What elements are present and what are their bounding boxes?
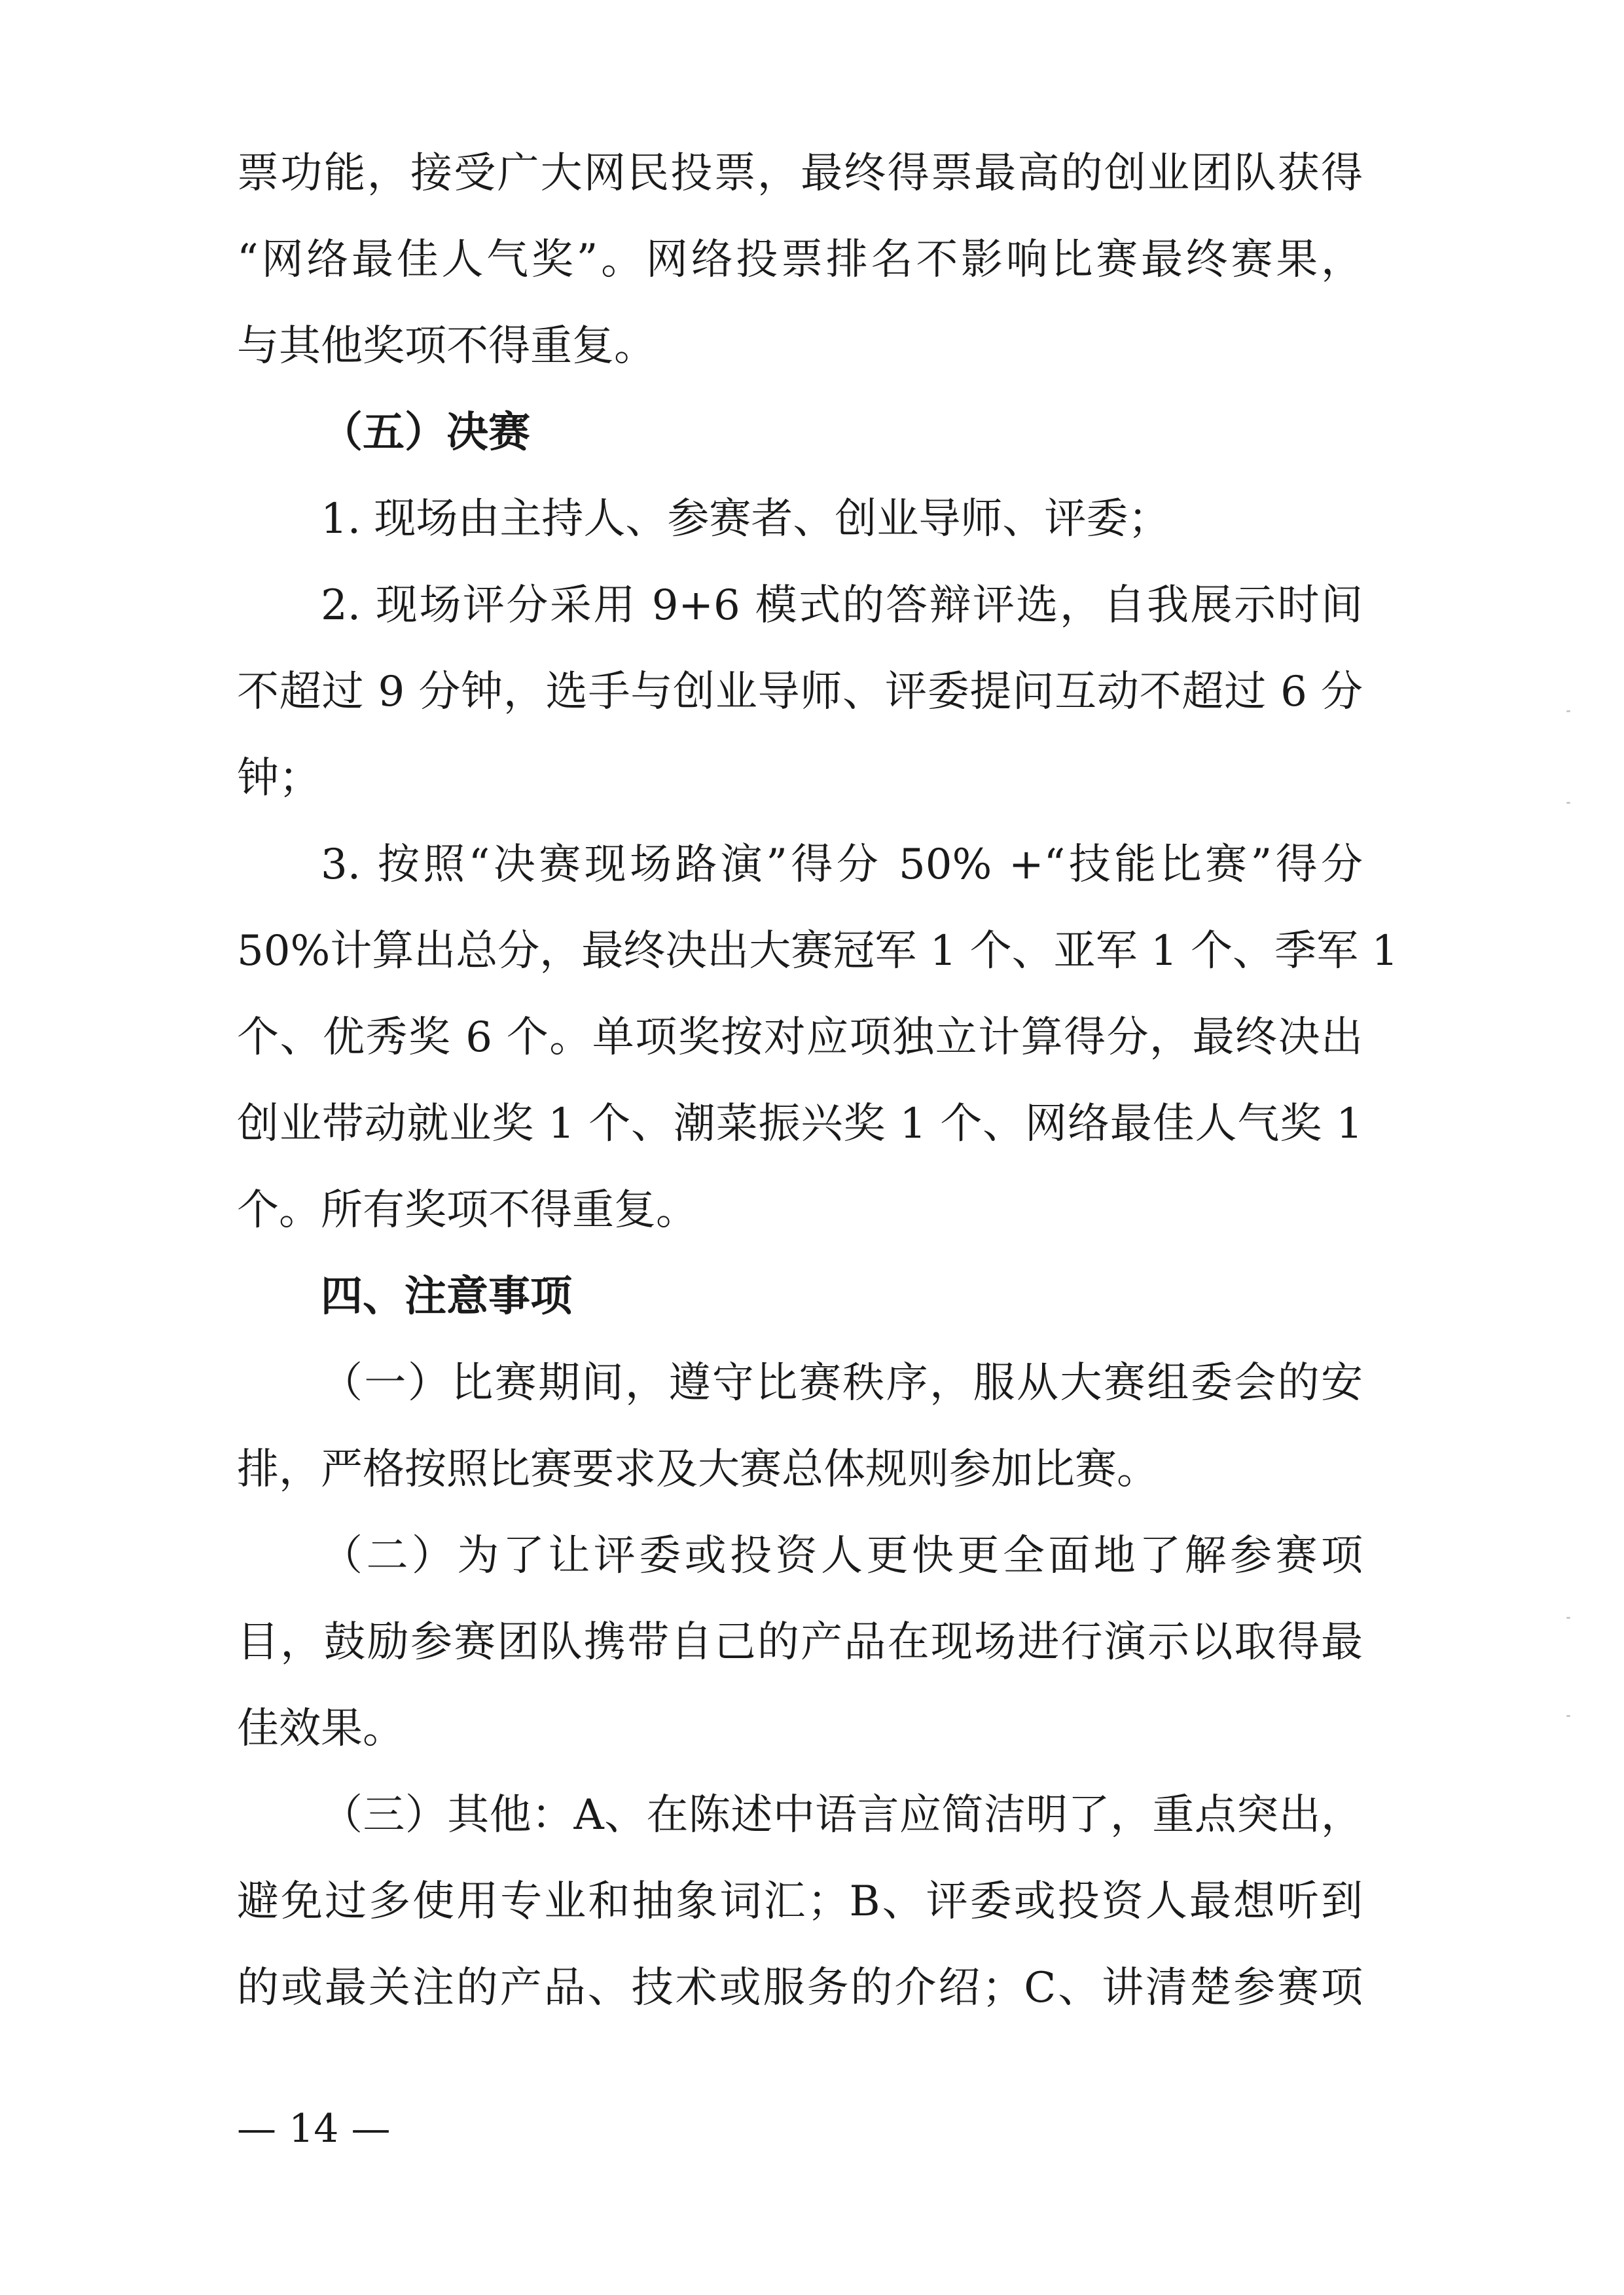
body-line: 与其他奖项不得重复。 bbox=[237, 322, 656, 370]
list-item: 3. 按照“决赛现场路演”得分 50% +“技能比赛”得分 bbox=[321, 840, 1363, 889]
scan-speck bbox=[1566, 1715, 1570, 1717]
section-heading: （五）决赛 bbox=[321, 408, 530, 457]
body-line: 钟； bbox=[237, 754, 321, 803]
list-item: 2. 现场评分采用 9+6 模式的答辩评选，自我展示时间 bbox=[321, 581, 1363, 630]
body-line: 不超过 9 分钟，选手与创业导师、评委提问互动不超过 6 分 bbox=[237, 668, 1363, 716]
body-line: 票功能，接受广大网民投票，最终得票最高的创业团队获得 bbox=[237, 149, 1363, 198]
list-item: 1. 现场由主持人、参赛者、创业导师、评委； bbox=[321, 495, 1170, 543]
body-line: 个、优秀奖 6 个。单项奖按对应项独立计算得分，最终决出 bbox=[237, 1013, 1363, 1062]
body-line: 目，鼓励参赛团队携带自己的产品在现场进行演示以取得最 bbox=[237, 1618, 1363, 1667]
body-line: 个。所有奖项不得重复。 bbox=[237, 1186, 698, 1235]
page-number: — 14 — bbox=[237, 2106, 391, 2152]
body-line: “网络最佳人气奖”。网络投票排名不影响比赛最终赛果， bbox=[237, 236, 1363, 284]
list-item: （一）比赛期间，遵守比赛秩序，服从大赛组委会的安 bbox=[321, 1359, 1363, 1407]
body-line: 创业带动就业奖 1 个、潮菜振兴奖 1 个、网络最佳人气奖 1 bbox=[237, 1100, 1363, 1148]
body-line: 50%计算出总分，最终决出大赛冠军 1 个、亚军 1 个、季军 1 bbox=[237, 927, 1399, 975]
section-heading: 四、注意事项 bbox=[321, 1272, 572, 1321]
body-line: 避免过多使用专业和抽象词汇；B、评委或投资人最想听到 bbox=[237, 1877, 1363, 1926]
body-line: 的或最关注的产品、技术或服务的介绍；C、讲清楚参赛项 bbox=[237, 1964, 1363, 2012]
scan-speck bbox=[1566, 802, 1570, 804]
scan-speck bbox=[1566, 710, 1570, 712]
list-item: （二）为了让评委或投资人更快更全面地了解参赛项 bbox=[321, 1532, 1363, 1580]
list-item: （三）其他：A、在陈述中语言应简洁明了，重点突出， bbox=[321, 1791, 1363, 1839]
body-line: 佳效果。 bbox=[237, 1705, 405, 1753]
body-line: 排，严格按照比赛要求及大赛总体规则参加比赛。 bbox=[237, 1445, 1159, 1494]
scan-speck bbox=[1566, 1617, 1570, 1619]
